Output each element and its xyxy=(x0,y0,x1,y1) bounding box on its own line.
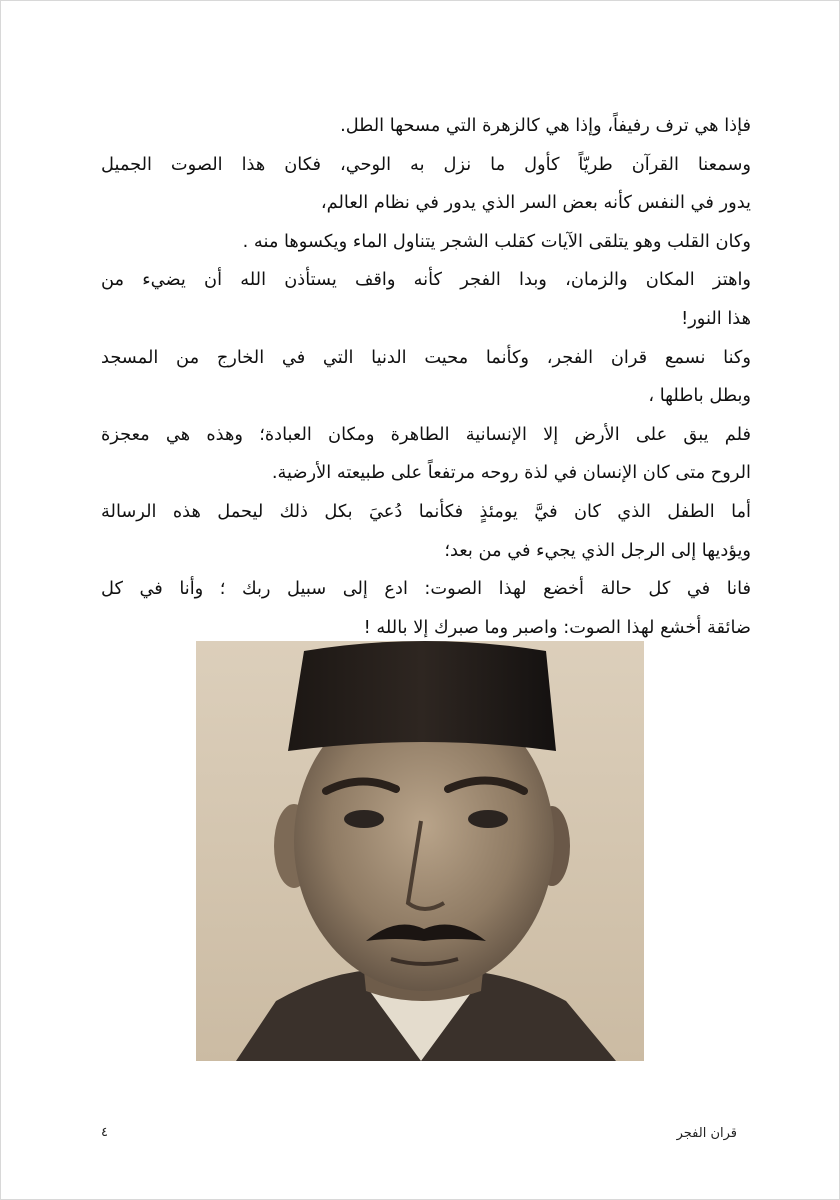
text-line: فانا في كل حالة أخضع لهذا الصوت: ادع إلى سبيل ربك ؛ وأنا في كل xyxy=(101,578,751,600)
portrait-photo xyxy=(196,641,644,1061)
text-line: ويؤديها إلى الرجل الذي يجيء في من بعد؛ xyxy=(444,539,751,561)
text-line: أما الطفل الذي كان فيَّ يومئذٍ فكأنما دُعيَ بكل ذلك ليحمل هذه الرسالة xyxy=(101,500,751,522)
text-line: ضائقة أخشع لهذا الصوت: واصبر وما صبرك إلا بالله ! xyxy=(363,616,751,638)
text-line: فإذا هي ترف رفيفاً، وإذا هي كالزهرة التي مسحها الطل. xyxy=(340,115,751,136)
body-text xyxy=(101,107,751,647)
page-number: ٤ xyxy=(101,1125,108,1140)
left-eye-shape xyxy=(344,810,384,828)
right-eye-shape xyxy=(468,810,508,828)
text-line: الروح متى كان الإنسان في لذة روحه مرتفعاً على طبيعته الأرضية. xyxy=(271,462,751,484)
text-line: وسمعنا القرآن طريّاً كأول ما نزل به الوحي، فكان هذا الصوت الجميل xyxy=(101,153,751,175)
text-line: واهتز المكان والزمان، وبدا الفجر كأنه واقف يستأذن الله أن يضيء من xyxy=(101,269,751,291)
text-line: يدور في النفس كأنه بعض السر الذي يدور في نظام العالم، xyxy=(320,192,751,214)
text-line: هذا النور! xyxy=(681,307,751,329)
running-footer-title: قران الفجر xyxy=(676,1126,737,1141)
text-line: فلم يبق على الأرض إلا الإنسانية الطاهرة ومكان العبادة؛ وهذه هي معجزة xyxy=(101,423,751,445)
text-line: وكان القلب وهو يتلقى الآيات كقلب الشجر يتناول الماء ويكسوها منه . xyxy=(242,230,751,252)
text-line: وبطل باطلها ، xyxy=(648,385,751,407)
fez-hat-shape xyxy=(288,641,556,751)
text-line: وكنا نسمع قران الفجر، وكأنما محيت الدنيا التي في الخارج من المسجد xyxy=(101,346,751,368)
portrait-illustration xyxy=(196,641,644,1061)
